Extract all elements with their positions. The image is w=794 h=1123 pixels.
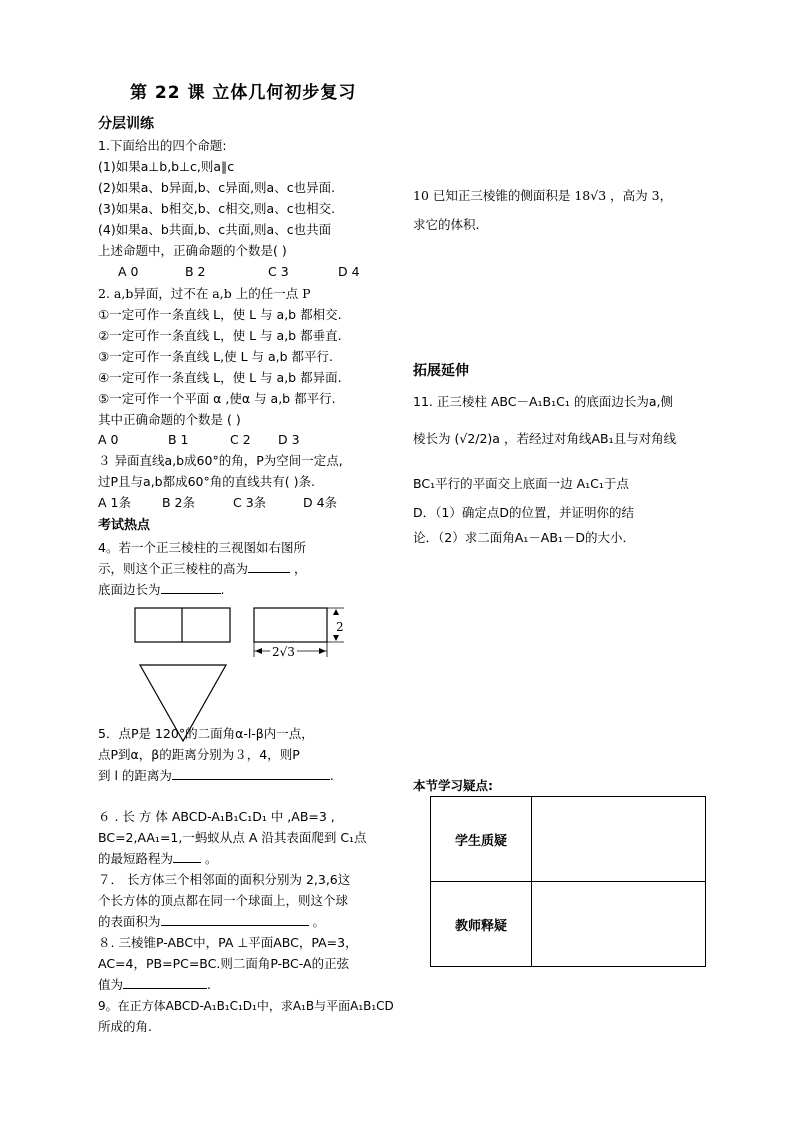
q7-line-3-text: 的表面积为: [98, 914, 161, 929]
q11-line-1: 11. 正三棱柱 ABC－A₁B₁C₁ 的底面边长为a,侧: [413, 394, 673, 409]
q4-line-1: 4。若一个正三棱柱的三视图如右图所: [98, 540, 306, 555]
q4-line-3: [98, 580, 225, 600]
doubt-row-teacher: [431, 882, 706, 967]
q2-option-b: B 1: [168, 432, 189, 447]
q2-choice-3: ③一定可作一条直线 L,使 L 与 a,b 都平行.: [98, 349, 334, 364]
q7-line-1: ７． 长方体三个相邻面的面积分别为 2,3,6这: [98, 872, 351, 887]
side-view: [254, 608, 327, 642]
doubt-table: [430, 796, 706, 967]
doubt-row-student: [431, 797, 706, 882]
q4-dim-width-label: 2√3: [272, 645, 295, 659]
q9-line-2: 所成的角.: [98, 1019, 152, 1034]
q3-option-a: A 1条: [98, 495, 131, 510]
q10-line-1: 10 已知正三棱锥的侧面积是 18√3 ，高为 3，: [413, 188, 673, 203]
q4-dim-height-label: 2: [336, 620, 344, 634]
q8-line-3-text: 值为: [98, 977, 124, 992]
q6-line-1: ６ . 长 方 体 ABCD-A₁B₁C₁D₁ 中 ,AB=3 ,: [98, 809, 335, 824]
q5-answer-blank[interactable]: [172, 766, 330, 780]
q8-line-3: [98, 975, 211, 995]
q3-option-b: B 2条: [162, 495, 196, 510]
q4-edge-blank[interactable]: [161, 580, 221, 594]
three-view-diagram: [130, 603, 360, 743]
q11-line-2: 棱长为 (√2/2)a ，若经过对角线AB₁且与对角线: [413, 431, 677, 446]
q4-line-3-tail: .: [220, 582, 225, 597]
q4-line-2-text: 示，则这个正三棱柱的高为: [98, 561, 249, 576]
q7-line-3-tail: 。: [312, 914, 326, 929]
q2-choice-2: ②一定可作一条直线 L，使 L 与 a,b 都垂直.: [98, 328, 342, 343]
q1-ask: 上述命题中，正确命题的个数是( ): [98, 243, 287, 258]
q2-option-c: C 2: [230, 432, 251, 447]
doubt-label-student: 学生质疑: [431, 797, 532, 882]
q1-prop-1: (1)如果a⊥b,b⊥c,则a∥c: [98, 159, 235, 174]
doubt-heading: 本节学习疑点:: [413, 778, 493, 793]
q3-line-2: 过P且与a,b都成60°角的直线共有( )条.: [98, 474, 315, 489]
q2-choice-5: ⑤一定可作一个平面 α ,使α 与 a,b 都平行.: [98, 391, 336, 406]
q6-line-2: BC=2,AA₁=1,一蚂蚁从点 A 沿其表面爬到 C₁点: [98, 830, 367, 845]
q3-option-c: C 3条: [233, 495, 267, 510]
section-heading-layered: 分层训练: [98, 116, 154, 132]
section-heading-extend: 拓展延伸: [413, 363, 469, 379]
q11-line-3: BC₁平行的平面交上底面一边 A₁C₁于点: [413, 476, 629, 491]
q5-line-3: [98, 766, 334, 786]
doubt-cell-teacher[interactable]: [532, 882, 706, 967]
q7-line-2: 个长方体的顶点都在同一个球面上，则这个球: [98, 893, 349, 908]
q4-height-blank[interactable]: [248, 559, 290, 573]
q9-line-1: 9。在正方体ABCD-A₁B₁C₁D₁中，求A₁B与平面A₁B₁CD: [98, 999, 394, 1013]
q1-prop-2: (2)如果a、b异面,b、c异面,则a、c也异面.: [98, 180, 336, 195]
q7-line-3: [98, 912, 325, 932]
q2-stem: 2. a,b异面，过不在 a,b 上的任一点 P: [98, 286, 311, 301]
q3-option-d: D 4条: [303, 495, 338, 510]
q6-answer-blank[interactable]: [173, 849, 201, 863]
doubt-cell-student[interactable]: [532, 797, 706, 882]
q4-line-2: [98, 559, 307, 579]
q10-line-2: 求它的体积.: [413, 217, 480, 232]
q11-line-4: D．（1）确定点D的位置，并证明你的结: [413, 505, 634, 520]
q1-option-a: A 0: [118, 264, 139, 279]
q5-line-1: 5．点P是 120°的二面角α-l-β内一点，: [98, 726, 314, 741]
q5-line-3-text: 到 l 的距离为: [98, 768, 172, 783]
q6-line-3-text: 的最短路程为: [98, 851, 174, 866]
q2-ask: 其中正确命题的个数是 ( ): [98, 412, 241, 427]
q8-answer-blank[interactable]: [123, 975, 207, 989]
doubt-label-teacher: 教师释疑: [431, 882, 532, 967]
q2-choice-4: ④一定可作一条直线 L，使 L 与 a,b 都异面.: [98, 370, 342, 385]
q1-prop-3: (3)如果a、b相交,b、c相交,则a、c也相交.: [98, 201, 336, 216]
q4-line-3-text: 底面边长为: [98, 582, 161, 597]
q8-line-3-tail: .: [207, 977, 211, 992]
q1-option-d: D 4: [338, 264, 360, 279]
q6-line-3-tail: 。: [205, 851, 218, 866]
q2-option-d: D 3: [278, 432, 300, 447]
q1-stem: 1.下面给出的四个命题:: [98, 138, 227, 153]
q1-option-c: C 3: [268, 264, 289, 279]
q7-answer-blank[interactable]: [161, 912, 309, 926]
q2-choice-1: ①一定可作一条直线 L，使 L 与 a,b 都相交.: [98, 307, 342, 322]
q4-line-2-tail: ，: [294, 561, 307, 576]
q2-option-a: A 0: [98, 432, 119, 447]
q5-line-3-tail: .: [329, 768, 334, 783]
q11-line-5: 论．（2）求二面角A₁－AB₁－D的大小．: [413, 530, 636, 545]
q5-line-2: 点P到α，β的距离分别为３，4，则P: [98, 747, 300, 762]
q1-prop-4: (4)如果a、b共面,b、c共面,则a、c也共面: [98, 222, 332, 237]
q8-line-1: ８. 三棱锥P-ABC中，PA ⊥平面ABC，PA=3，: [98, 935, 358, 950]
q3-line-1: ３ 异面直线a,b成60°的角，P为空间一定点,: [98, 453, 343, 468]
q6-line-3: [98, 849, 218, 869]
q8-line-2: AC=4，PB=PC=BC.则二面角P-BC-A的正弦: [98, 956, 350, 971]
q1-option-b: B 2: [185, 264, 206, 279]
section-heading-exam: 考试热点: [98, 518, 151, 533]
page-title: 第 22 课 立体几何初步复习: [130, 83, 357, 103]
